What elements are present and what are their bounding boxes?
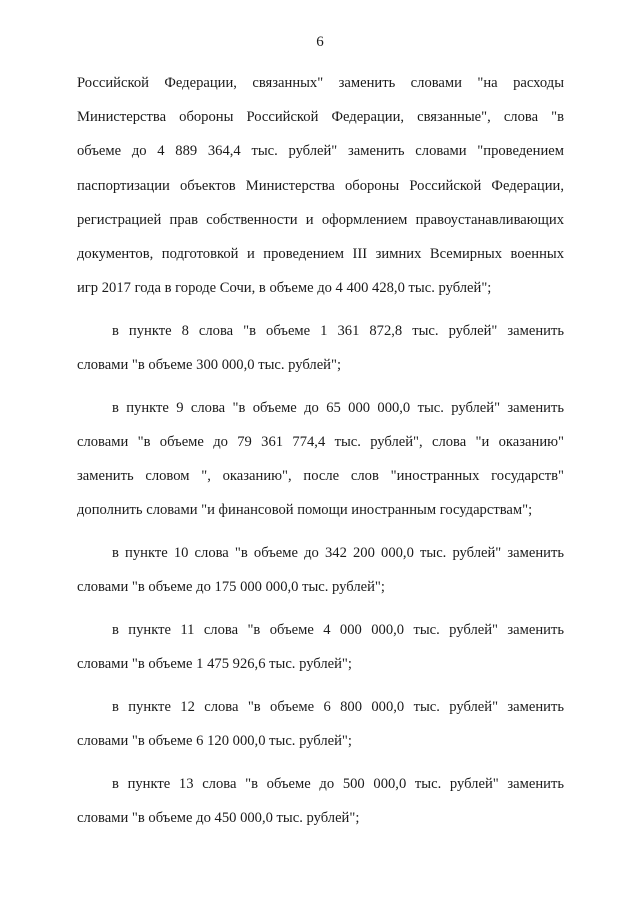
text-line: словами "в объеме до 450 000,0 тыс. рублей";	[77, 809, 360, 826]
text-line: Российской Федерации, связанных" заменить словами "на расходы	[77, 75, 564, 91]
text-line: в пункте 11 слова "в объеме 4 000 000,0 тыс. рублей" заменить	[112, 621, 564, 638]
text-line: регистрацией прав собственности и оформлением правоустанавливающих	[77, 211, 564, 228]
text-line: заменить словом ", оказанию", после слов "иностранных государств"	[77, 468, 564, 485]
page-number: 6	[316, 34, 324, 50]
paragraph-item-12	[77, 695, 564, 763]
text-line: словами "в объеме 300 000,0 тыс. рублей";	[77, 357, 341, 373]
text-line: дополнить словами "и финансовой помощи иностранным государствам";	[77, 502, 533, 519]
text-line: Министерства обороны Российской Федерации, связанные", слова "в	[77, 109, 564, 126]
paragraph-item-10	[77, 541, 564, 609]
text-line: словами "в объеме до 79 361 774,4 тыс. рублей", слова "и оказанию"	[77, 433, 564, 450]
text-line: в пункте 8 слова "в объеме 1 361 872,8 тыс. рублей" заменить	[112, 322, 564, 339]
text-line: объеме до 4 889 364,4 тыс. рублей" заменить словами "проведением	[77, 143, 564, 160]
text-line: в пункте 12 слова "в объеме 6 800 000,0 тыс. рублей" заменить	[112, 698, 564, 715]
text-line: паспортизации объектов Министерства обороны Российской Федерации,	[77, 177, 564, 194]
paragraph-item-11	[77, 618, 564, 686]
text-line: документов, подготовкой и проведением III зимних Всемирных военных	[77, 245, 564, 262]
text-line: словами "в объеме до 175 000 000,0 тыс. рублей";	[77, 579, 385, 596]
paragraph-item-9	[77, 396, 564, 533]
paragraph-item-8	[77, 319, 564, 387]
text-line: в пункте 10 слова "в объеме до 342 200 000,0 тыс. рублей" заменить	[112, 544, 564, 561]
text-line: словами "в объеме 1 475 926,6 тыс. рублей";	[77, 656, 352, 672]
text-line: словами "в объеме 6 120 000,0 тыс. рублей";	[77, 732, 352, 749]
text-line: в пункте 9 слова "в объеме до 65 000 000,0 тыс. рублей" заменить	[112, 399, 564, 416]
paragraph-item-13	[77, 772, 564, 840]
text-line: игр 2017 года в городе Сочи, в объеме до 4 400 428,0 тыс. рублей";	[77, 280, 492, 297]
text-line: в пункте 13 слова "в объеме до 500 000,0 тыс. рублей" заменить	[112, 775, 564, 792]
document-body	[77, 71, 564, 848]
paragraph-continuation	[77, 71, 564, 310]
